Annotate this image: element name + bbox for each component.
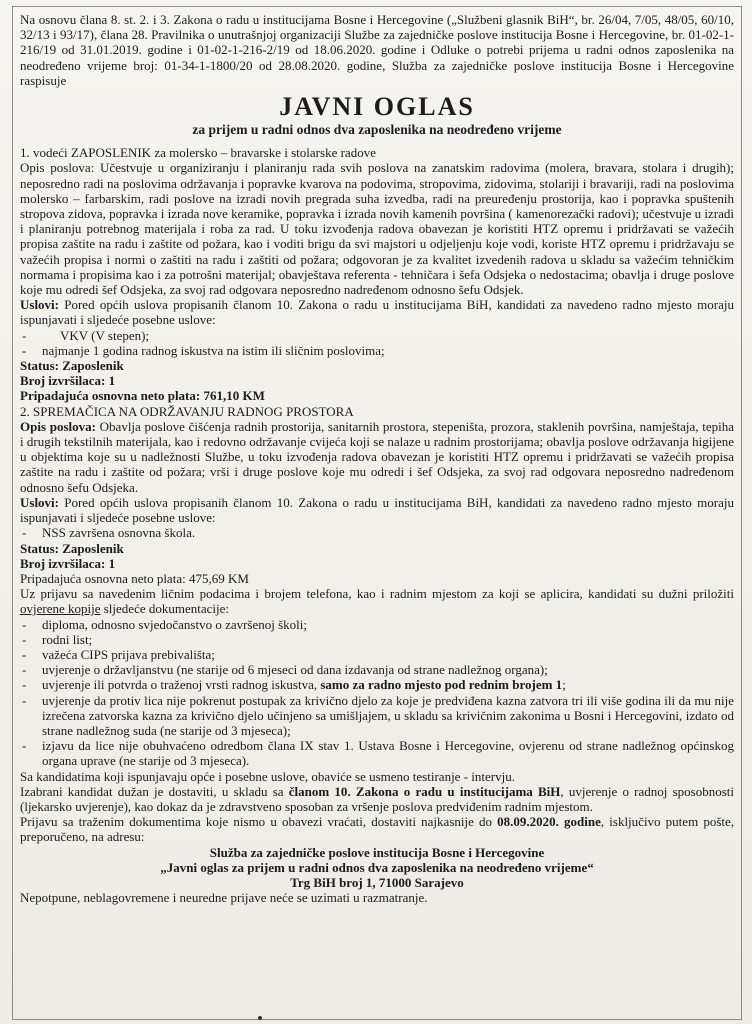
address-line-1: Služba za zajedničke poslove institucija Bosne i Hercegovine: [209, 844, 545, 860]
conditions-label: Uslovi:: [20, 297, 59, 313]
position-1-heading: 1. vodeći ZAPOSLENIK za molersko – bravarske i stolarske radove: [20, 145, 376, 161]
position-1-status: Status: Zaposlenik: [20, 358, 124, 374]
position-2-description: [20, 419, 734, 495]
position-1-description: [20, 160, 734, 297]
documents-lead-text: Uz prijavu sa navedenim ličnim podacima i brojem telefona, kao i radnim mjestom za koji se aplicira, kandidati su dužni priložiti: [20, 586, 734, 602]
list-item: - rodni list;: [20, 632, 734, 647]
position-1-count: Broj izvršilaca: 1: [20, 373, 116, 389]
conditions-text: Pored općih uslova propisanih članom 10. Zakona o radu u institucijama BiH, kandidati za navedeno radno mjesto moraju ispunjavati i sljedeće posebne uslove:: [20, 297, 734, 328]
page-subtitle: za prijem u radni odnos dva zaposlenika na neodređeno vrijeme: [192, 122, 562, 138]
list-item: - diploma, odnosno svjedočanstvo o završenoj školi;: [20, 617, 734, 632]
position-2-conditions: [20, 495, 734, 525]
documents-lead-end: sljedeće dokumentacije:: [100, 601, 230, 617]
list-item: - najmanje 1 godina radnog iskustva na istim ili sličnim poslovima;: [20, 343, 734, 358]
conditions-label: Uslovi:: [20, 494, 59, 510]
list-item: - VKV (V stepen);: [20, 328, 734, 343]
closing-note: Nepotpune, neblagovremene i neuredne prijave neće se uzimati u razmatranje.: [20, 890, 428, 906]
list-item: - uvjerenje o državljanstvu (ne starije od 6 mjeseci od dana izdavanja od strane nadležnog organa);: [20, 662, 734, 677]
position-2-heading: 2. SPREMAČICA NA ODRŽAVANJU RADNOG PROSTORA: [20, 403, 354, 419]
certified-copies: ovjerene kopije: [20, 601, 101, 617]
position-2-status: Status: Zaposlenik: [20, 540, 124, 556]
position-2-requirements: [20, 525, 734, 540]
position-2-salary: Pripadajuća osnovna neto plata: 475,69 KM: [20, 570, 249, 586]
deadline-text: Prijavu sa traženim dokumentima koje nismo u obavezi vraćati, dostaviti najkasnije do: [20, 814, 498, 830]
intro-paragraph: Na osnovu člana 8. st. 2. i 3. Zakona o radu u institucijama Bosne i Hercegovine („Službeni glasnik BiH“, br. 26/04, 7/05, 48/05, 60/10, 32/13 i 93/17), člana 28. Pravilnika o unutrašnjoj organizaciji Službe za zajedničke poslove institucija Bosne i Hercegovine, br. 01-02-1-216/19 od 31.01.2019. godine i 01-02-1-216-2/19 od 18.06.2020. godine i Odluke o potrebi prijema u radni odnos zaposlenika na neodređeno vrijeme broj: 01-34-1-1800/20 od 28.08.2020. godine, Služba za zajedničke poslove institucija Bosne i Hercegovine raspisuje: [20, 12, 734, 88]
list-item: - uvjerenje da protiv lica nije pokrenut postupak za krivično djelo za koje je predviđena kazna zatvora tri ili više godina ili da mu nije izrečena zatvorska kazna za krivično djelo učinjeno sa umišljajem, u skladu sa krivičnim zakonima u Bosni i Hercegovini, izdato od strane nadležnog suda (ne starije od 3 mjeseca);: [20, 693, 734, 739]
print-mark: [258, 1016, 262, 1020]
position-2-count: Broj izvršilaca: 1: [20, 555, 116, 571]
job-announcement: [20, 12, 734, 905]
item-emphasis: samo za radno mjesto pod rednim brojem 1: [320, 677, 563, 693]
position-1-requirements: [20, 328, 734, 358]
position-1-salary: Pripadajuća osnovna neto plata: 761,10 KM: [20, 388, 265, 404]
medical-end: , uvjerenje o radnoj sposobnosti (ljekarsko uvjerenje), kao dokaz da je zdravstveno sposoban za vršenje poslova predviđenim radnim mjestom.: [20, 783, 734, 814]
deadline-date: 08.09.2020. godine: [497, 814, 601, 830]
medical-note: [20, 784, 734, 814]
list-item: [20, 677, 734, 692]
medical-text: Izabrani kandidat dužan je dostaviti, u skladu sa: [20, 783, 289, 799]
documents-lead: [20, 586, 734, 616]
address-line-2: „Javni oglas za prijem u radni odnos dva zaposlenika na neodređeno vrijeme“: [160, 859, 594, 875]
position-1-conditions: [20, 297, 734, 327]
list-item: - NSS završena osnovna škola.: [20, 525, 734, 540]
conditions-text: Pored općih uslova propisanih članom 10. Zakona o radu u institucijama BiH, kandidati za navedeno radno mjesto moraju ispunjavati i sljedeće posebne uslove:: [20, 494, 734, 526]
list-item: - izjavu da lice nije obuhvaćeno odredbom člana IX stav 1. Ustava Bosne i Hercegovine, ovjerenu od strane nadležnog općinskog organa uprave (ne starije od 3 mjeseca).: [20, 738, 734, 768]
item-text: uvjerenje ili potvrda o traženoj vrsti radnog iskustva,: [42, 677, 321, 693]
page-title: JAVNI OGLAS: [279, 92, 475, 122]
address-line-3: Trg BiH broj 1, 71000 Sarajevo: [290, 874, 464, 890]
deadline-note: [20, 814, 734, 844]
list-item: - važeća CIPS prijava prebivališta;: [20, 647, 734, 662]
description-text: Učestvuje u organiziranju i planiranju rada svih poslova na zanatskim radovima (molera, bravara, stolara i drugih); neposredno radi na poslovima održavanja i popravke kvarova na podovima, stropovima, zidovima, stolariji i bravariji, radi na poslovima molersko – farbarskim, radi poslove na izradi novih pregrada suha izvedba, radi na preuređenju prostorija, kao i popravka spuštenih stropova zidova, popravka i izrada nove keramike, popravka i izrada novih kamenih površina ( kamenorezački radovi); učestvuje u izradi i planiranju potrebnog materijala i roba za rad. U toku izvođenja radova obavezan je koristiti HTZ opremu i pridržavati se važećih propisa zaštite na radu i zaštite od požara, kao i voditi brigu da svi majstori u odjeljenju koje vodi, koriste HTZ opremu i pridržavaju se važećih propisa i normi o zaštiti na radu i zaštiti od požara; odgovoran je za kvalitet izvedenih radova u skladu sa važećim tehničkim normama i propisima kao i za potrošni materijal; obavještava referenta - tehničara i šefa Odsjeka o nedostacima; obavlja i druge poslove koje mu odredi šef Odsjeka, za svoj rad odgovara neposredno nadređenom odnosno šefu Odsjek.: [20, 160, 735, 298]
interview-note: Sa kandidatima koji ispunjavaju opće i posebne uslove, obaviće se usmeno testiranje - intervju.: [20, 768, 515, 784]
documents-list: [20, 617, 734, 769]
description-text: Obavlja poslove čišćenja radnih prostorija, sanitarnih prostora, stepeništa, prozora, staklenih površina, namještaja, tepiha i drugih tekstilnih materijala, kao i redovno održavanje cvijeća koji se nalaze u radnim prostorijama; obavlja poslove održavanja higijene u objektima koje su u nadležnosti Službe, u toku izvođenja radova obavezan je koristiti HTZ opremu i pridržavati se važećih propisa zaštite na radu i zaštite od požara; vrši i druge poslove koje mu odredi i šef Odsjeka, za svoj rad odgovara neposredno nadređenom odnosno šefu Odsjeka.: [20, 418, 734, 495]
item-end: ;: [562, 677, 566, 693]
description-label: Opis poslova:: [20, 418, 96, 434]
description-label: Opis poslova:: [20, 160, 95, 176]
law-reference: članom 10. Zakona o radu u institucijama BiH: [288, 783, 561, 799]
deadline-end: , isključivo putem pošte, preporučeno, na adresu:: [20, 814, 735, 845]
